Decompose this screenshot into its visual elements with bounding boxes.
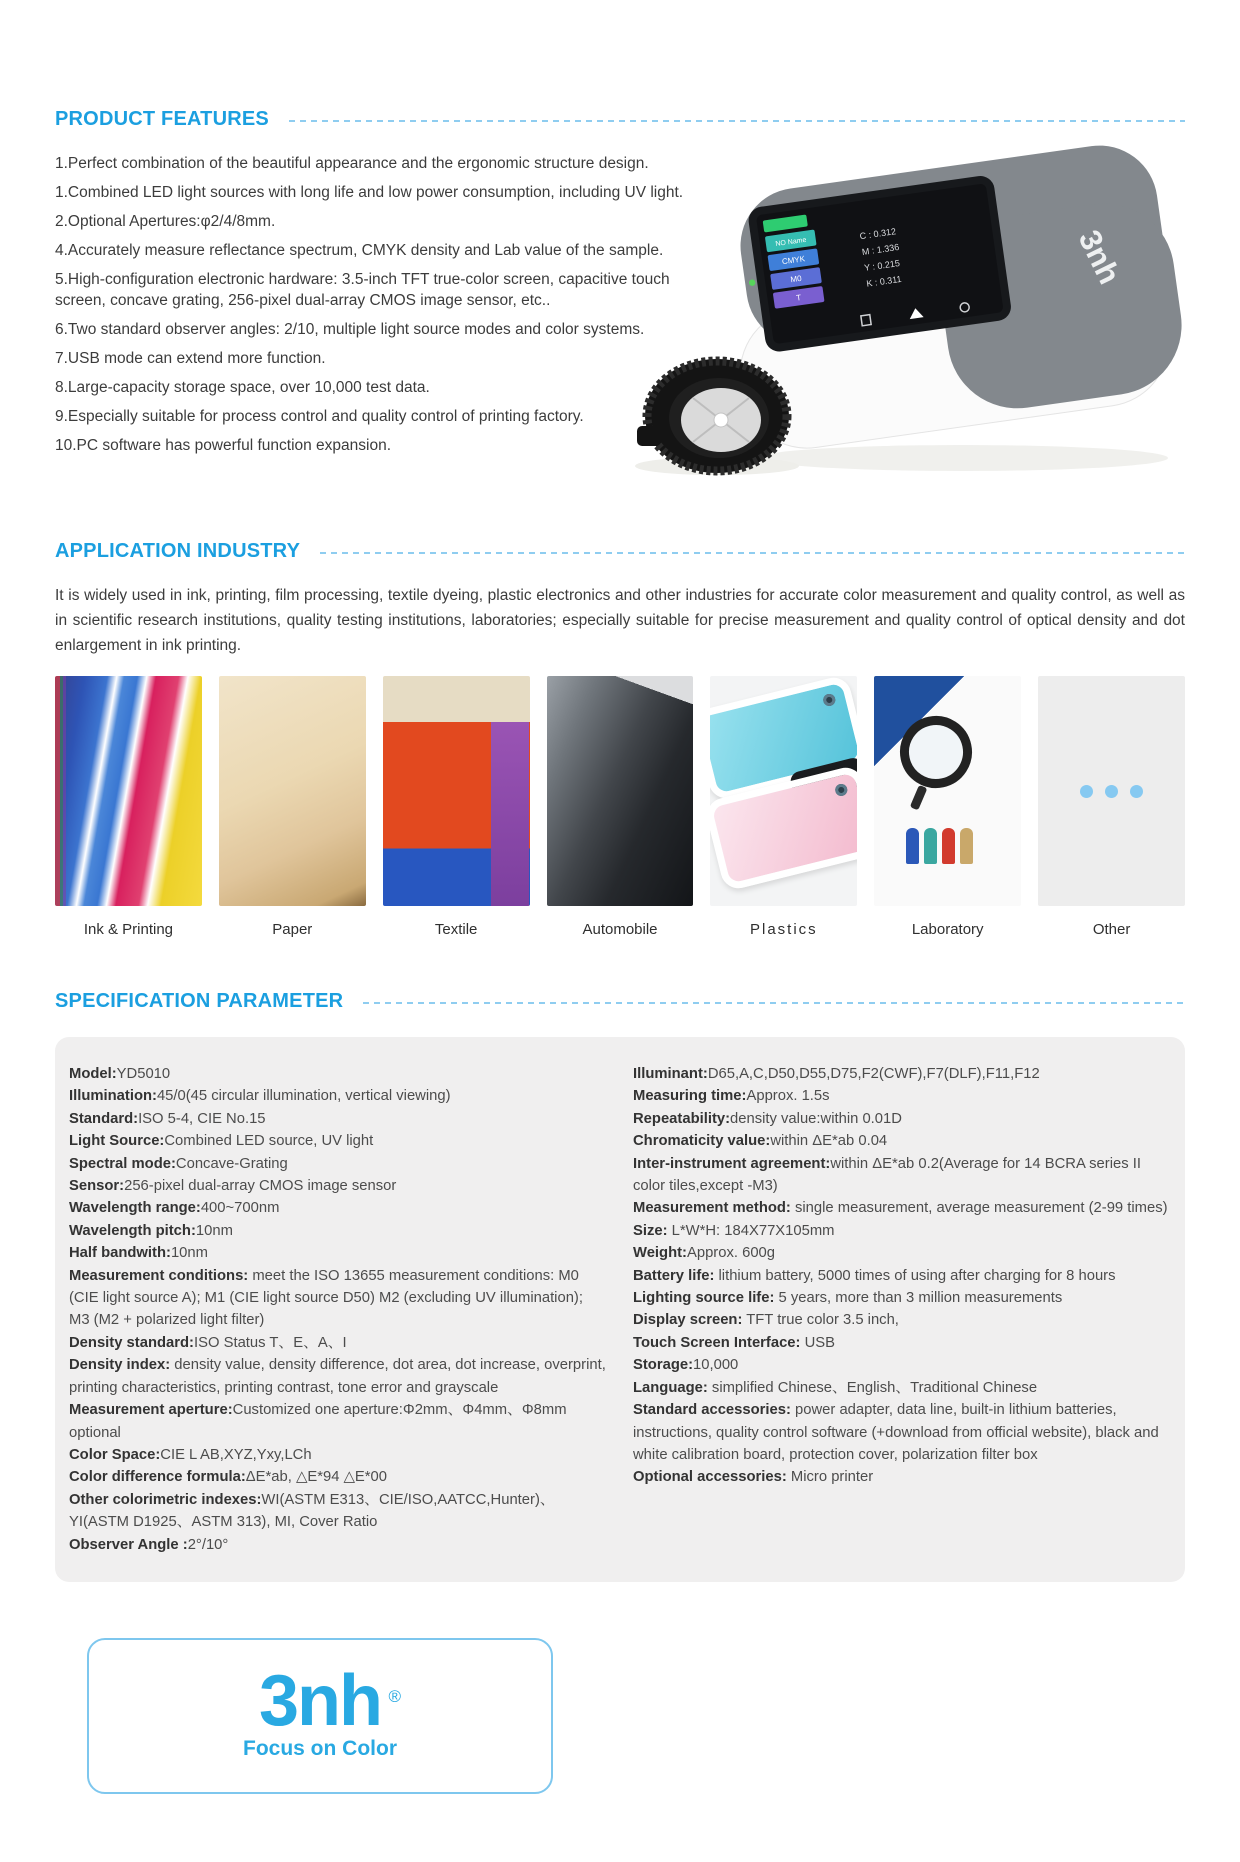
product-features-header	[55, 108, 1185, 131]
industry-label: Paper	[272, 921, 313, 938]
spec-entry: Inter-instrument agreement:within ΔE*ab 0.2(Average for 14 BCRA series II color tiles,except -M3)	[633, 1155, 1141, 1195]
spec-entry: Weight:Approx. 600g	[633, 1245, 776, 1262]
textile-image	[383, 676, 530, 906]
paper-image	[219, 676, 366, 906]
screen-reading: Y : 0.215	[863, 258, 901, 273]
industry-label: Textile	[434, 921, 478, 938]
spec-column-right	[633, 1063, 1171, 1556]
brand-tagline: Focus on Color	[243, 1736, 397, 1760]
industry-item	[55, 676, 202, 938]
product-features-section	[55, 108, 1185, 490]
spec-table	[55, 1037, 1185, 1582]
screen-menu-label: NO Name	[775, 236, 807, 249]
screen-reading: C : 0.312	[859, 226, 897, 242]
spec-column-left	[69, 1063, 607, 1556]
device-shadow	[758, 445, 1168, 471]
product-photo	[613, 144, 1193, 476]
industry-label: Ink & Printing	[83, 921, 174, 938]
dashed-rule	[289, 120, 1185, 122]
screen-reading: K : 0.311	[865, 273, 903, 289]
feature-item: 4.Accurately measure reflectance spectrum, CMYK density and Lab value of the sample.	[55, 242, 664, 259]
spec-entry: Battery life: lithium battery, 5000 times of using after charging for 8 hours	[633, 1267, 1116, 1284]
spec-entry: Touch Screen Interface: USB	[633, 1334, 836, 1351]
industry-label: Plastics	[750, 921, 818, 938]
industry-item	[1038, 676, 1185, 938]
spec-entry: Color difference formula:ΔE*ab, △E*94 △E*00	[69, 1469, 388, 1486]
aperture-tab	[637, 426, 661, 446]
industry-label: Laboratory	[911, 921, 984, 938]
specification-title: SPECIFICATION PARAMETER	[55, 990, 344, 1012]
screen-reading: M : 1.336	[861, 241, 900, 258]
laboratory-image	[874, 676, 1021, 906]
specification-section	[55, 990, 1185, 1582]
spec-entry: Standard accessories: power adapter, data line, built-in lithium batteries, instructions, quality control software (+download from official website), black and white calibration board, protection cover, polarization filter box	[633, 1402, 1159, 1463]
feature-item: 2.Optional Apertures:φ2/4/8mm.	[55, 213, 276, 230]
industry-item	[383, 676, 530, 938]
spec-entry: Repeatability:density value:within 0.01D	[633, 1110, 902, 1127]
application-industry-header	[55, 540, 1185, 563]
spec-entry: Observer Angle :2°/10°	[69, 1536, 229, 1553]
industry-item	[710, 676, 857, 938]
industry-item	[874, 676, 1021, 938]
device-brand-text: 3nh	[1071, 224, 1128, 290]
plastics-image	[710, 676, 857, 906]
spec-entry: Color Space:CIE L AB,XYZ,Yxy,LCh	[69, 1446, 312, 1463]
industry-gallery	[55, 676, 1185, 938]
spec-entry: Measurement conditions: meet the ISO 13655 measurement conditions: M0 (CIE light source A); M1 (CIE light source D50) M2 (excluding UV illumination); M3 (M2 + polarized light filter)	[69, 1267, 583, 1329]
aperture-hole	[714, 413, 728, 427]
spec-entry: Lighting source life: 5 years, more than 3 million measurements	[633, 1290, 1063, 1307]
spec-entry: Density index: density value, density difference, dot area, dot increase, overprint, printing characteristics, printing contrast, tone error and grayscale	[69, 1357, 606, 1396]
spec-entry: Measurement method: single measurement, average measurement (2-99 times)	[633, 1200, 1168, 1217]
spec-entry: Storage:10,000	[633, 1357, 739, 1374]
spec-entry: Spectral mode:Concave-Grating	[69, 1155, 288, 1172]
ink-printing-image	[55, 676, 202, 906]
industry-item	[547, 676, 694, 938]
feature-item: 5.High-configuration electronic hardware: 3.5-inch TFT true-color screen, capacitive touch screen, concave grating, 256-pixel dual-array CMOS image sensor, etc..	[55, 271, 670, 309]
screen-menu-label: T	[795, 293, 802, 303]
specification-header	[55, 990, 1185, 1013]
spec-entry: Illumination:45/0(45 circular illumination, vertical viewing)	[69, 1088, 451, 1105]
feature-item: 9.Especially suitable for process control and quality control of printing factory.	[55, 408, 584, 425]
dashed-rule	[320, 552, 1185, 554]
screen-menu-label: CMYK	[781, 254, 806, 267]
spec-entry: Display screen: TFT true color 3.5 inch,	[633, 1312, 899, 1329]
feature-item: 1.Perfect combination of the beautiful appearance and the ergonomic structure design.	[55, 155, 649, 172]
feature-item: 6.Two standard observer angles: 2/10, multiple light source modes and color systems.	[55, 321, 645, 338]
feature-item: 7.USB mode can extend more function.	[55, 350, 326, 367]
spec-entry: Standard:ISO 5-4, CIE No.15	[69, 1110, 266, 1127]
industry-label: Automobile	[582, 921, 658, 938]
dashed-rule	[363, 1002, 1185, 1004]
industry-label: Other	[1092, 921, 1131, 938]
brand-logo: 3nh ®	[258, 1660, 401, 1741]
spec-entry: Sensor:256-pixel dual-array CMOS image sensor	[69, 1178, 397, 1195]
spec-entry: Other colorimetric indexes:WI(ASTM E313、CIE/ISO,AATCC,Hunter)、YI(ASTM D1925、ASTM 313), MI, Cover Ratio	[69, 1491, 555, 1531]
other-image	[1038, 676, 1185, 906]
application-industry-title: APPLICATION INDUSTRY	[55, 540, 301, 562]
automobile-image	[547, 676, 694, 906]
application-paragraph: It is widely used in ink, printing, film processing, textile dyeing, plastic electronics and other industries for accurate color measurement and quality control, as well as in scientific research institutions, quality testing institutions, laboratories; especially suitable for precise measurement and quality control of optical density and dot enlargement in ink printing.	[55, 587, 1185, 654]
aperture-accessory	[637, 359, 789, 473]
spec-entry: Density standard:ISO Status T、E、A、I	[69, 1334, 347, 1351]
spec-entry: Half bandwith:10nm	[69, 1245, 208, 1262]
spec-entry: Wavelength pitch:10nm	[69, 1222, 233, 1239]
feature-item: 10.PC software has powerful function expansion.	[55, 437, 392, 454]
datasheet-page	[0, 108, 1240, 1862]
spec-entry: Measuring time:Approx. 1.5s	[633, 1088, 830, 1105]
screen-menu-label: M0	[789, 273, 803, 285]
application-industry-section	[55, 540, 1185, 938]
spec-entry: Light Source:Combined LED source, UV light	[69, 1133, 374, 1150]
spec-entry: Wavelength range:400~700nm	[69, 1200, 280, 1217]
brand-logo-box	[87, 1638, 553, 1794]
feature-item: 8.Large-capacity storage space, over 10,000 test data.	[55, 379, 430, 396]
spec-entry: Illuminant:D65,A,C,D50,D55,D75,F2(CWF),F7(DLF),F11,F12	[633, 1066, 1040, 1082]
feature-item: 1.Combined LED light sources with long life and low power consumption, including UV light.	[55, 184, 684, 201]
spec-entry: Model:YD5010	[69, 1066, 171, 1082]
registered-mark: ®	[388, 1686, 401, 1706]
product-features-title: PRODUCT FEATURES	[55, 108, 269, 130]
magnifier-icon	[894, 709, 979, 794]
spec-entry: Chromaticity value:within ΔE*ab 0.04	[633, 1133, 888, 1150]
industry-item	[219, 676, 366, 938]
test-tubes	[906, 828, 973, 864]
spec-entry: Size: L*W*H: 184X77X105mm	[633, 1222, 835, 1239]
spec-entry: Language: simplified Chinese、English、Traditional Chinese	[633, 1379, 1038, 1396]
spec-entry: Optional accessories: Micro printer	[633, 1469, 874, 1486]
spec-entry: Measurement aperture:Customized one aperture:Φ2mm、Φ4mm、Φ8mm optional	[69, 1402, 567, 1441]
